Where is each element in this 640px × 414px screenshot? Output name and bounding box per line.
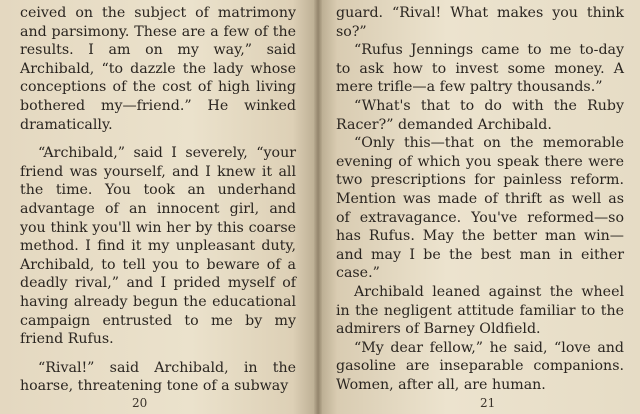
page-number-left: 20 — [132, 396, 148, 410]
paragraph: “Only this—that on the memorable evening of which you speak there were two prescriptions for painless reform. Mention was made of thrift as well as of extravagance. You've reformed—so has Rufus. May the better man win—and may I be the best man in either case.” — [336, 135, 624, 282]
paragraph: “Rufus Jennings came to me to-day to ask how to invest some money. A mere trifle—a few paltry thousands.” — [336, 42, 624, 96]
left-page-text — [20, 4, 296, 396]
paragraph: “My dear fellow,” he said, “love and gasoline are inseparable companions. Women, after all, are human. — [336, 339, 624, 393]
left-page — [0, 0, 318, 414]
paragraph: Archibald leaned against the wheel in the negligent attitude familiar to the admirers of Barney Oldfield. — [336, 283, 624, 338]
page-number-right: 21 — [480, 396, 496, 410]
paragraph: guard. “Rival! What makes you think so?” — [336, 5, 624, 40]
paragraph: “Rival!” said Archibald, in the hoarse, threatening tone of a subway — [20, 359, 296, 395]
right-page — [318, 0, 640, 414]
right-page-text — [336, 4, 624, 394]
paragraph: “Archibald,” said I severely, “your friend was yourself, and I knew it all the time. You took an underhand advantage of an innocent girl, and you think you'll win her by this coarse method. I find it my unpleasant duty, Archibald, to tell you to beware of a deadly rival,” and I prided myself of having already begun the educational campaign entrusted to me by my friend Rufus. — [20, 145, 296, 348]
paragraph: “What's that to do with the Ruby Racer?” demanded Archibald. — [336, 97, 624, 133]
paragraph: ceived on the subject of matrimony and parsimony. These are a few of the results. I am on my way,” said Archibald, “to dazzle the lady whose conceptions of the cost of high living bothered my—friend.” He winked dramatically. — [20, 5, 296, 133]
book-gutter — [314, 0, 322, 414]
